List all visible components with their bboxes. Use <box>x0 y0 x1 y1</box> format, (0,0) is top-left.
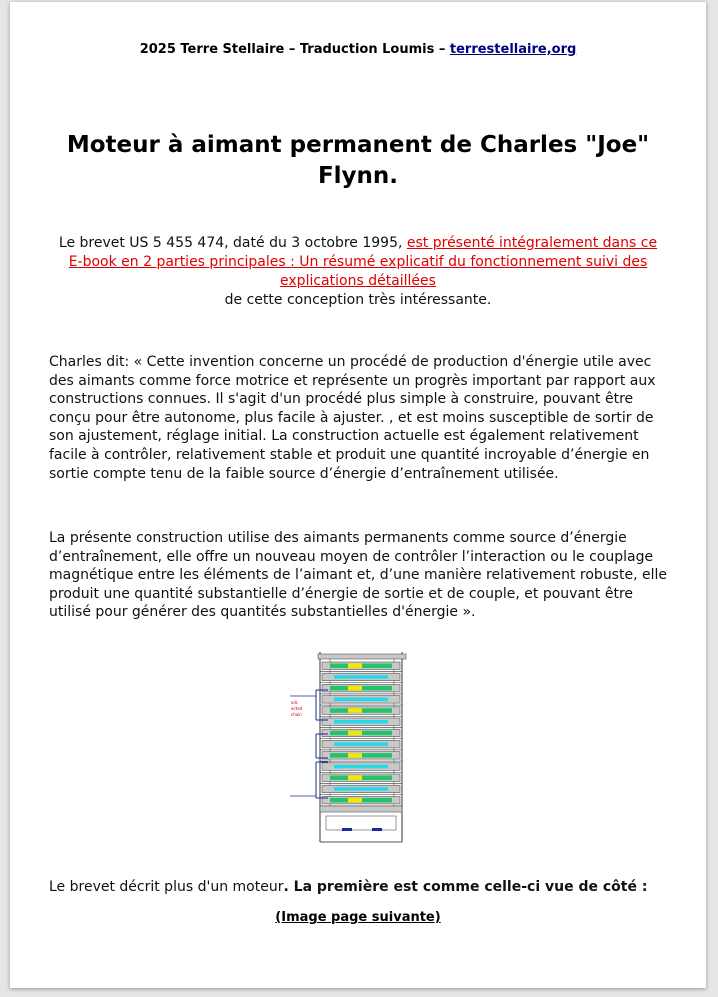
base-bearing <box>342 828 352 831</box>
next-page-note: (Image page suivante) <box>275 910 441 925</box>
top-plate <box>318 654 406 659</box>
magnet-core <box>348 798 362 803</box>
paragraph-2: La présente construction utilise des aimants permanents comme source d’énergie d’entraînement, elle offre un nouveau moyen de contrôler l’interaction ou le couplage magnétique entre les éléments de l’aimant et, d’une manière relativement robuste, elle produit une quantité substantielle d’énergie de sortie et de couple, et pouvant être utilisé pour générer des quantités substantielles d'énergie ». <box>49 530 667 621</box>
coil-layer <box>334 765 388 769</box>
figure-label-3: chain <box>291 712 302 717</box>
caption-bold-text: . La première est comme celle-ci vue de côté : <box>283 879 648 895</box>
motor-diagram <box>290 646 408 848</box>
figure-label-2: ected <box>291 706 303 711</box>
magnet-core <box>348 664 362 669</box>
intro-text: Le brevet US 5 455 474, daté du 3 octobre 1995, <box>58 235 407 251</box>
base-plate <box>320 806 402 812</box>
magnet-core <box>348 753 362 758</box>
base-bearing <box>372 828 382 831</box>
base-housing <box>326 816 396 830</box>
document-title: Moteur à aimant permanent de Charles "Joe" Flynn. <box>66 132 650 189</box>
magnet-core <box>348 731 362 736</box>
document-page <box>10 2 706 988</box>
website-link[interactable]: terrestellaire,org <box>449 42 577 57</box>
magnet-core <box>348 708 362 713</box>
coil-layer <box>334 720 388 724</box>
coil-layer <box>334 698 388 702</box>
coil-layer <box>334 675 388 679</box>
caption-line <box>49 879 647 895</box>
magnet-core <box>348 686 362 691</box>
figure-label-1: ails <box>291 700 298 705</box>
coil-layer <box>334 787 388 791</box>
page-header <box>10 42 706 57</box>
intro-text-end: de cette conception très intéressante. <box>224 292 492 308</box>
header-text: 2025 Terre Stellaire – Traduction Loumis – <box>139 42 450 57</box>
magnet-core <box>348 776 362 781</box>
paragraph-1: Charles dit: « Cette invention concerne un procédé de production d'énergie utile avec des aimants comme force motrice et représente un progrès important par rapport aux constructions connues. Il s'agit d'un procédé plus simple à construire, pouvant être conçu pour être autonome, plus facile à ajuster. , et est moins susceptible de sortir de son ajustement, réglage initial. La construction actuelle est également relativement facile à contrôler, relativement stable et produit une quantité incroyable d’énergie en sortie compte tenu de la faible source d’énergie d’entraînement utilisée. <box>49 354 656 482</box>
intro-red-link[interactable]: est présenté intégralement dans ce E-book en 2 parties principales : Un résumé explicatif du fonctionnement suivi des explications détaillées <box>68 235 658 289</box>
intro-paragraph <box>54 234 662 310</box>
coil-layer <box>334 742 388 746</box>
caption-text: Le brevet décrit plus d'un moteur <box>49 879 284 895</box>
